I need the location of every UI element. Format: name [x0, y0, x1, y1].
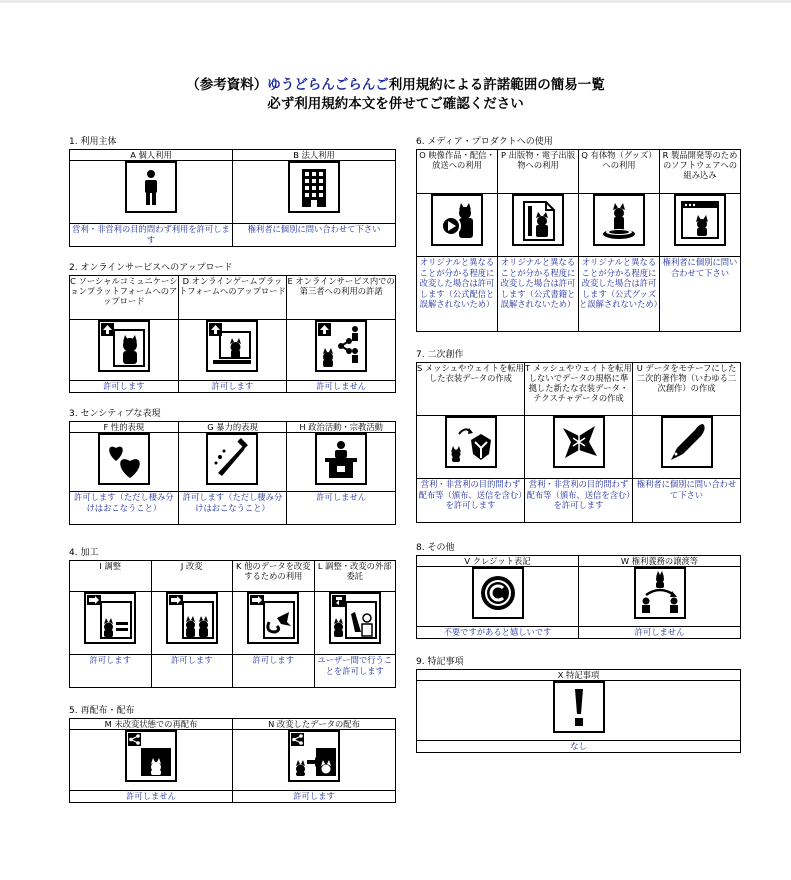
podium-icon — [315, 433, 367, 485]
cell-header-k: K 他のデータを改変するための利用 — [233, 561, 315, 592]
cell-result-w: 許可しません — [579, 627, 741, 639]
cell-header-c: C ソーシャルコミュニケーションプラットフォームへのアップロード — [70, 276, 179, 320]
cell-icon-b — [233, 161, 396, 224]
cell-result-e: 許可しません — [287, 381, 396, 393]
section-derivative-works — [416, 350, 741, 523]
cell-header-o: O 映像作品・配信・放送への利用 — [417, 150, 498, 194]
cell-result-c: 許可します — [70, 381, 179, 393]
cell-icon-r — [660, 194, 741, 257]
cell-icon-x — [417, 681, 741, 741]
cell-result-o: オリジナルと異なることが分かる程度に改変した場合は許可します（公式配信と誤解されないため） — [417, 257, 498, 332]
video-icon — [431, 194, 483, 246]
cell-header-w: W 権利義務の譲渡等 — [579, 556, 741, 567]
cell-header-a: A 個人利用 — [70, 150, 233, 161]
cell-icon-c — [70, 320, 179, 381]
cell-result-q: オリジナルと異なることが分かる程度に改変した場合は許可します（公式グッズと誤解されないため） — [579, 257, 660, 332]
cell-header-b: B 法人利用 — [233, 150, 396, 161]
cell-header-s: S メッシュやウェイトを転用した衣装データの作成 — [417, 363, 525, 416]
cell-header-m: M 未改変状態での再配布 — [70, 719, 233, 730]
cell-result-r: 権利者に個別に問い合わせて下さい — [660, 257, 741, 332]
transfer-rights-icon — [634, 567, 686, 619]
section-label: 4. 加工 — [69, 548, 99, 558]
cell-icon-h — [287, 433, 396, 492]
cell-icon-k — [233, 592, 315, 655]
cell-header-d: D オンラインゲームプラットフォームへのアップロード — [178, 276, 287, 320]
section-label: 8. その他 — [416, 543, 455, 553]
adjust-icon — [84, 592, 136, 644]
cell-icon-s — [417, 416, 525, 479]
cell-icon-p — [498, 194, 579, 257]
goods-icon — [593, 194, 645, 246]
cell-header-n: N 改変したデータの配布 — [233, 719, 396, 730]
cell-header-h: H 政治活動・宗教活動 — [287, 422, 396, 433]
cell-result-t: 営利・非営利の目的問わず配布等（頒布、送信を含む）を許可します — [525, 479, 633, 523]
title-product-name: ゆうどらんごらんご — [267, 77, 389, 93]
cell-header-t: T メッシュやウェイトを転用しないでデータの規格に準拠した新たな衣装データ・テクスチャデータの作成 — [525, 363, 633, 416]
cell-icon-f — [70, 433, 179, 492]
cell-icon-m — [70, 730, 233, 791]
cell-header-u: U データをモチーフにした二次的著作物（いわゆる二次創作）の作成 — [633, 363, 741, 416]
cell-result-s: 営利・非営利の目的問わず配布等（頒布、送信を含む）を許可します — [417, 479, 525, 523]
cell-icon-d — [178, 320, 287, 381]
cell-icon-e — [287, 320, 396, 381]
cell-result-i: 許可します — [70, 655, 152, 688]
modify-other-icon — [247, 592, 299, 644]
building-icon — [288, 161, 340, 213]
cell-result-x: なし — [417, 741, 741, 753]
upload-cat-icon — [98, 320, 150, 372]
cell-icon-j — [151, 592, 233, 655]
texture-costume-icon — [553, 416, 605, 468]
section-label: 7. 二次創作 — [416, 350, 464, 360]
section-usage-subject — [69, 137, 396, 247]
person-icon — [125, 161, 177, 213]
cell-result-f: 許可します（ただし棲み分けはおこなうこと） — [70, 492, 179, 525]
knife-icon — [206, 433, 258, 485]
cell-icon-g — [178, 433, 287, 492]
cell-result-p: オリジナルと異なることが分かる程度に改変した場合は許可します（公式書籍と誤解されないため） — [498, 257, 579, 332]
page-title — [0, 76, 791, 114]
cell-result-b: 権利者に個別に問い合わせて下さい — [233, 224, 396, 247]
title-subline: 必ず利用規約本文を併せてご確認ください — [267, 96, 524, 112]
section-processing — [69, 548, 396, 688]
cell-result-m: 許可しません — [70, 791, 233, 803]
section-label: 9. 特記事項 — [416, 657, 464, 667]
section-label: 5. 再配布・配布 — [69, 706, 135, 716]
game-platform-icon — [206, 320, 258, 372]
redistribute-icon — [125, 730, 177, 782]
section-others — [416, 543, 741, 639]
mesh-costume-icon — [445, 416, 497, 468]
publication-icon — [512, 194, 564, 246]
cell-header-j: J 改変 — [151, 561, 233, 592]
section-label: 1. 利用主体 — [69, 137, 117, 147]
cell-header-q: Q 有体物（グッズ）への利用 — [579, 150, 660, 194]
cell-icon-a — [70, 161, 233, 224]
cell-result-v: 不要ですがあると嬉しいです — [417, 627, 579, 639]
cell-icon-i — [70, 592, 152, 655]
cell-result-l: ユーザー間で行うことを許可します — [314, 655, 396, 688]
cell-header-g: G 暴力的表現 — [178, 422, 287, 433]
section-sensitive-expression — [69, 409, 396, 525]
cell-result-j: 許可します — [151, 655, 233, 688]
copyright-icon — [472, 567, 524, 619]
cell-icon-w — [579, 567, 741, 627]
outsource-icon — [329, 592, 381, 644]
title-prefix: （参考資料） — [186, 77, 268, 93]
top-border — [0, 0, 791, 3]
cell-icon-q — [579, 194, 660, 257]
cell-header-x: X 特記事項 — [417, 670, 741, 681]
cell-header-e: E オンラインサービス内での第三者への利用の許諾 — [287, 276, 396, 320]
cell-icon-v — [417, 567, 579, 627]
cell-result-h: 許可しません — [287, 492, 396, 525]
title-suffix: 利用規約による許諾範囲の簡易一覧 — [388, 77, 605, 93]
cell-icon-l — [314, 592, 396, 655]
section-label: 6. メディア・プロダクトへの使用 — [416, 137, 553, 147]
pen-icon — [661, 416, 713, 468]
exclamation-icon — [553, 681, 605, 733]
modify-icon — [166, 592, 218, 644]
cell-icon-n — [233, 730, 396, 791]
cell-header-l: L 調整・改変の外部委託 — [314, 561, 396, 592]
software-icon — [674, 194, 726, 246]
cell-result-u: 権利者に個別に問い合わせて下さい — [633, 479, 741, 523]
cell-header-p: P 出版物・電子出版物への利用 — [498, 150, 579, 194]
section-label: 2. オンラインサービスへのアップロード — [69, 263, 233, 273]
cell-result-a: 営利・非営利の目的問わず利用を許可します — [70, 224, 233, 247]
cell-icon-t — [525, 416, 633, 479]
cell-header-r: R 製品開発等のためのソフトウェアへの組み込み — [660, 150, 741, 194]
section-label: 3. センシティブな表現 — [69, 409, 161, 419]
cell-result-n: 許可します — [233, 791, 396, 803]
cell-header-i: I 調整 — [70, 561, 152, 592]
cell-icon-o — [417, 194, 498, 257]
cell-icon-u — [633, 416, 741, 479]
cell-result-g: 許可します（ただし棲み分けはおこなうこと） — [178, 492, 287, 525]
section-media-products — [416, 137, 741, 332]
hearts-icon — [98, 433, 150, 485]
cell-header-f: F 性的表現 — [70, 422, 179, 433]
cell-result-d: 許可します — [178, 381, 287, 393]
section-redistribution — [69, 706, 396, 803]
cell-header-v: V クレジット表記 — [417, 556, 579, 567]
distribute-modified-icon — [288, 730, 340, 782]
cell-result-k: 許可します — [233, 655, 315, 688]
share-users-icon — [315, 320, 367, 372]
section-special-notes — [416, 657, 741, 753]
section-online-upload — [69, 263, 396, 393]
